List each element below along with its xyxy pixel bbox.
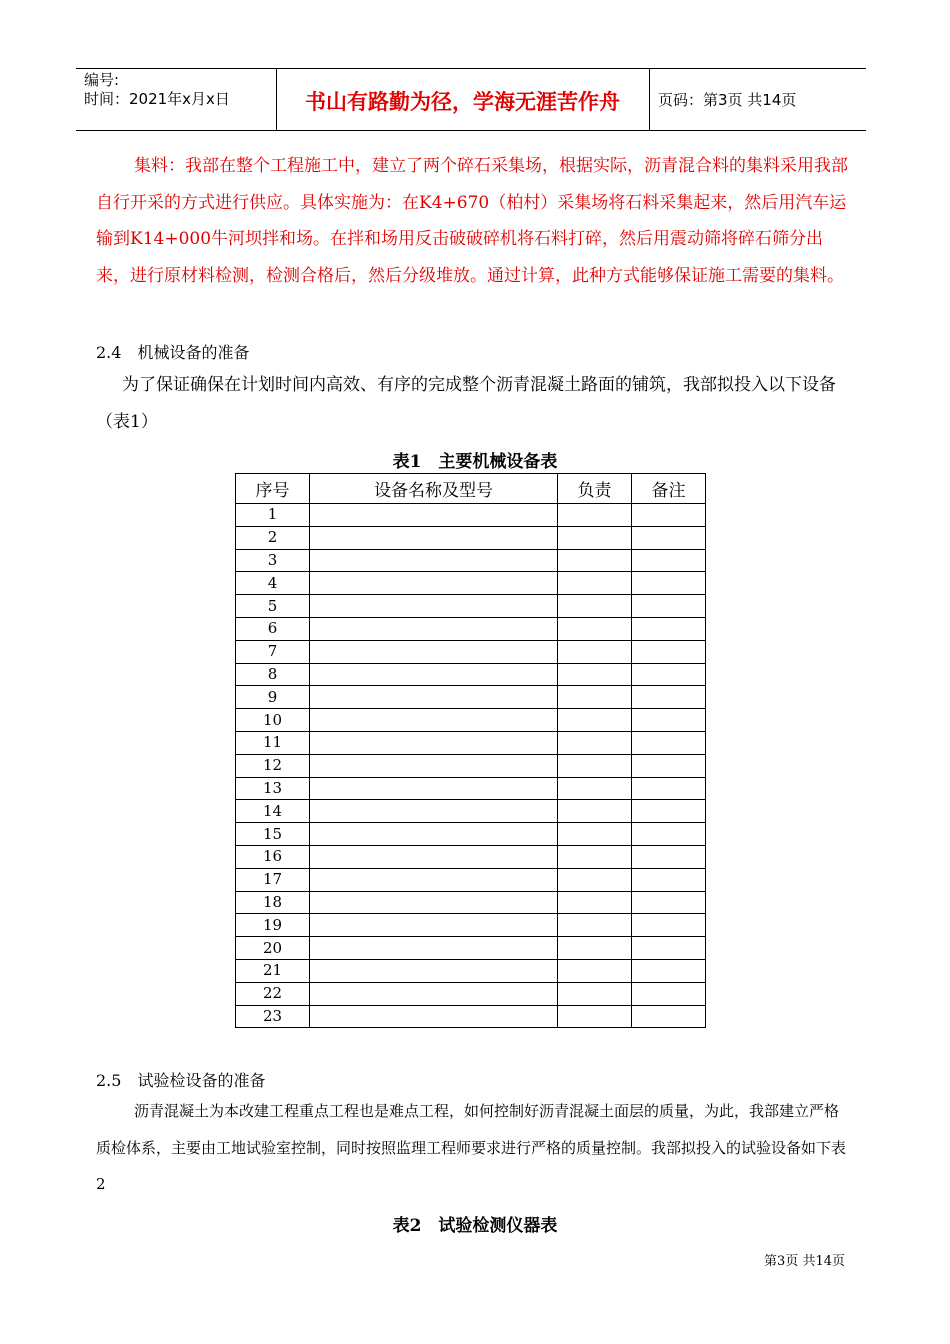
row-remarks-cell bbox=[632, 800, 706, 823]
row-remarks-cell bbox=[632, 754, 706, 777]
table-row bbox=[236, 982, 706, 1005]
row-index-cell: 17 bbox=[236, 868, 310, 891]
table-row bbox=[236, 868, 706, 891]
row-equipment-cell bbox=[310, 1005, 558, 1028]
row-remarks-cell bbox=[632, 868, 706, 891]
row-index-cell: 20 bbox=[236, 937, 310, 960]
row-index-cell: 8 bbox=[236, 663, 310, 686]
table-row bbox=[236, 663, 706, 686]
row-remarks-cell bbox=[632, 549, 706, 572]
row-responsible-cell bbox=[558, 845, 632, 868]
row-equipment-cell bbox=[310, 640, 558, 663]
row-equipment-cell bbox=[310, 800, 558, 823]
row-responsible-cell bbox=[558, 640, 632, 663]
table-row bbox=[236, 572, 706, 595]
table-header-row bbox=[236, 474, 706, 504]
row-index-cell: 2 bbox=[236, 526, 310, 549]
row-equipment-cell bbox=[310, 549, 558, 572]
table-row bbox=[236, 891, 706, 914]
table-row bbox=[236, 640, 706, 663]
table-row bbox=[236, 959, 706, 982]
aggregate-paragraph: 集料：我部在整个工程施工中，建立了两个碎石采集场，根据实际，沥青混合料的集料采用我部自行开采的方式进行供应。具体实施为：在K4+670（柏村）采集场将石料采集起来，然后用汽车运输到K14+000牛河坝拌和场。在拌和场用反击破破碎机将石料打碎，然后用震动筛将碎石筛分出来，进行原材料检测，检测合格后，然后分级堆放。通过计算，此种方式能够保证施工需要的集料。 bbox=[96, 156, 848, 286]
row-index-cell: 15 bbox=[236, 823, 310, 846]
row-equipment-cell bbox=[310, 937, 558, 960]
row-equipment-cell bbox=[310, 504, 558, 527]
row-responsible-cell bbox=[558, 549, 632, 572]
row-equipment-cell bbox=[310, 823, 558, 846]
table-row bbox=[236, 526, 706, 549]
table1-caption: 表1 主要机械设备表 bbox=[392, 452, 558, 472]
table2-caption: 表2 试验检测仪器表 bbox=[392, 1216, 558, 1236]
row-equipment-cell bbox=[310, 663, 558, 686]
row-equipment-cell bbox=[310, 572, 558, 595]
section-2-4-heading: 2.4 机械设备的准备 bbox=[96, 343, 250, 362]
row-responsible-cell bbox=[558, 937, 632, 960]
row-responsible-cell bbox=[558, 504, 632, 527]
row-equipment-cell bbox=[310, 845, 558, 868]
row-equipment-cell bbox=[310, 709, 558, 732]
row-remarks-cell bbox=[632, 572, 706, 595]
row-remarks-cell bbox=[632, 1005, 706, 1028]
col-header-equipment: 设备名称及型号 bbox=[310, 474, 558, 504]
row-index-cell: 9 bbox=[236, 686, 310, 709]
col-header-responsible: 负责 bbox=[558, 474, 632, 504]
row-index-cell: 4 bbox=[236, 572, 310, 595]
row-remarks-cell bbox=[632, 777, 706, 800]
row-index-cell: 21 bbox=[236, 959, 310, 982]
col-header-index: 序号 bbox=[236, 474, 310, 504]
table-row bbox=[236, 504, 706, 527]
time-label: 时间：2021年x月x日 bbox=[84, 90, 230, 108]
row-index-cell: 11 bbox=[236, 731, 310, 754]
row-index-cell: 18 bbox=[236, 891, 310, 914]
table-row bbox=[236, 1005, 706, 1028]
row-equipment-cell bbox=[310, 777, 558, 800]
header-page-label: 页码：第3页 共14页 bbox=[658, 91, 797, 109]
row-index-cell: 12 bbox=[236, 754, 310, 777]
row-responsible-cell bbox=[558, 868, 632, 891]
row-index-cell: 6 bbox=[236, 617, 310, 640]
row-remarks-cell bbox=[632, 914, 706, 937]
row-remarks-cell bbox=[632, 959, 706, 982]
row-remarks-cell bbox=[632, 823, 706, 846]
table-row bbox=[236, 731, 706, 754]
table-row bbox=[236, 754, 706, 777]
row-remarks-cell bbox=[632, 686, 706, 709]
row-responsible-cell bbox=[558, 663, 632, 686]
table-row bbox=[236, 595, 706, 618]
row-responsible-cell bbox=[558, 800, 632, 823]
row-responsible-cell bbox=[558, 709, 632, 732]
row-index-cell: 10 bbox=[236, 709, 310, 732]
row-index-cell: 14 bbox=[236, 800, 310, 823]
row-responsible-cell bbox=[558, 777, 632, 800]
col-header-remarks: 备注 bbox=[632, 474, 706, 504]
row-index-cell: 23 bbox=[236, 1005, 310, 1028]
row-remarks-cell bbox=[632, 891, 706, 914]
row-equipment-cell bbox=[310, 595, 558, 618]
table-row bbox=[236, 914, 706, 937]
row-responsible-cell bbox=[558, 731, 632, 754]
row-equipment-cell bbox=[310, 891, 558, 914]
page-footer: 第3页 共14页 bbox=[764, 1254, 845, 1269]
row-remarks-cell bbox=[632, 526, 706, 549]
row-equipment-cell bbox=[310, 959, 558, 982]
row-remarks-cell bbox=[632, 595, 706, 618]
row-responsible-cell bbox=[558, 891, 632, 914]
row-remarks-cell bbox=[632, 982, 706, 1005]
row-index-cell: 19 bbox=[236, 914, 310, 937]
table-row bbox=[236, 937, 706, 960]
row-remarks-cell bbox=[632, 731, 706, 754]
row-equipment-cell bbox=[310, 526, 558, 549]
section-2-5-heading: 2.5 试验检设备的准备 bbox=[96, 1071, 266, 1090]
header-divider bbox=[649, 69, 650, 130]
row-index-cell: 1 bbox=[236, 504, 310, 527]
table-row bbox=[236, 823, 706, 846]
header-motto: 书山有路勤为径，学海无涯苦作舟 bbox=[305, 90, 620, 114]
row-responsible-cell bbox=[558, 1005, 632, 1028]
row-responsible-cell bbox=[558, 982, 632, 1005]
row-equipment-cell bbox=[310, 686, 558, 709]
row-index-cell: 13 bbox=[236, 777, 310, 800]
row-responsible-cell bbox=[558, 572, 632, 595]
row-remarks-cell bbox=[632, 663, 706, 686]
section-2-5-paragraph: 沥青混凝土为本改建工程重点工程也是难点工程，如何控制好沥青混凝土面层的质量，为此，我部建立严格质检体系，主要由工地试验室控制，同时按照监理工程师要求进行严格的质量控制。我部拟投入的试验设备如下表2 bbox=[96, 1102, 847, 1193]
row-equipment-cell bbox=[310, 868, 558, 891]
row-equipment-cell bbox=[310, 617, 558, 640]
table-row bbox=[236, 800, 706, 823]
row-remarks-cell bbox=[632, 937, 706, 960]
page-header bbox=[76, 68, 866, 131]
number-label: 编号: bbox=[84, 71, 120, 89]
equipment-table bbox=[235, 473, 706, 1028]
row-index-cell: 22 bbox=[236, 982, 310, 1005]
row-responsible-cell bbox=[558, 823, 632, 846]
row-remarks-cell bbox=[632, 709, 706, 732]
table-row bbox=[236, 549, 706, 572]
table-row bbox=[236, 686, 706, 709]
row-remarks-cell bbox=[632, 617, 706, 640]
row-remarks-cell bbox=[632, 640, 706, 663]
section-2-4-paragraph: 为了保证确保在计划时间内高效、有序的完成整个沥青混凝土路面的铺筑，我部拟投入以下设备（表1） bbox=[96, 375, 836, 432]
row-equipment-cell bbox=[310, 914, 558, 937]
row-remarks-cell bbox=[632, 504, 706, 527]
table-row bbox=[236, 777, 706, 800]
table-row bbox=[236, 709, 706, 732]
row-index-cell: 16 bbox=[236, 845, 310, 868]
row-responsible-cell bbox=[558, 526, 632, 549]
row-index-cell: 3 bbox=[236, 549, 310, 572]
table-row bbox=[236, 617, 706, 640]
header-meta bbox=[84, 71, 230, 109]
row-responsible-cell bbox=[558, 914, 632, 937]
row-equipment-cell bbox=[310, 982, 558, 1005]
row-responsible-cell bbox=[558, 617, 632, 640]
row-equipment-cell bbox=[310, 731, 558, 754]
row-index-cell: 5 bbox=[236, 595, 310, 618]
row-responsible-cell bbox=[558, 595, 632, 618]
row-responsible-cell bbox=[558, 959, 632, 982]
row-remarks-cell bbox=[632, 845, 706, 868]
row-responsible-cell bbox=[558, 686, 632, 709]
row-index-cell: 7 bbox=[236, 640, 310, 663]
row-equipment-cell bbox=[310, 754, 558, 777]
row-responsible-cell bbox=[558, 754, 632, 777]
table-row bbox=[236, 845, 706, 868]
